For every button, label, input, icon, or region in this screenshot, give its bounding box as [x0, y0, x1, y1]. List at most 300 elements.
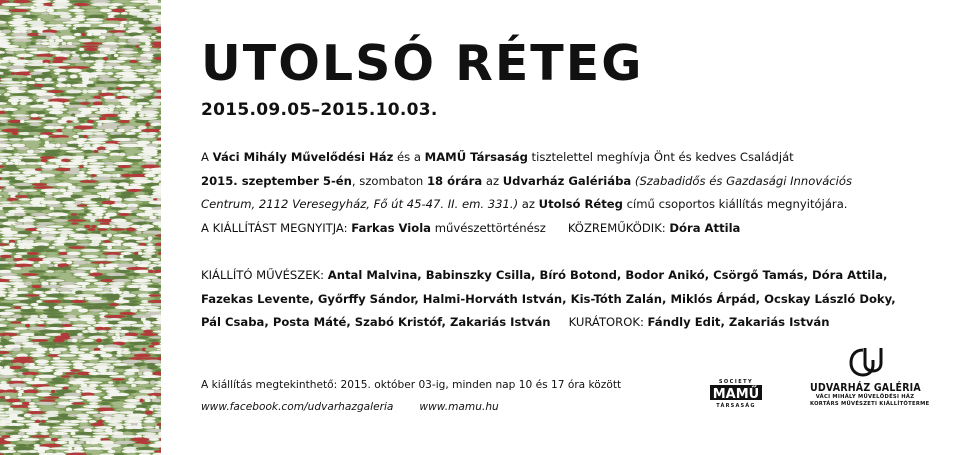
artwork-ripple: [99, 117, 106, 120]
artwork-ripple: [0, 273, 18, 276]
artwork-ripple: [107, 450, 116, 453]
artwork-ripple: [107, 393, 129, 397]
artwork-ripple: [59, 189, 66, 193]
artwork-ripple: [9, 174, 31, 176]
artwork-ripple: [0, 240, 1, 244]
artwork-ripple: [86, 171, 103, 175]
artwork-ripple: [63, 153, 73, 156]
artwork-ripple: [8, 291, 28, 294]
artwork-ripple: [77, 297, 84, 300]
artwork-ripple: [1, 30, 11, 34]
artwork-ripple: [0, 74, 5, 78]
artwork-ripple: [125, 426, 144, 430]
artwork-ripple: [4, 426, 22, 429]
artwork-ripple: [159, 420, 161, 423]
artwork-ripple: [95, 111, 116, 114]
artwork-ripple: [80, 276, 96, 279]
artwork-ripple: [91, 3, 112, 7]
artwork-ripple: [54, 270, 63, 273]
artwork-ripple: [112, 240, 123, 243]
artwork-ripple: [87, 177, 91, 180]
facebook-link[interactable]: www.facebook.com/udvarhazgaleria: [201, 401, 394, 413]
artwork-ripple: [57, 78, 67, 81]
artwork-ripple: [109, 369, 114, 372]
artwork-ripple: [20, 120, 25, 124]
artwork-ripple: [160, 144, 161, 147]
artwork-ripple: [73, 120, 79, 123]
artwork-ripple: [61, 375, 71, 377]
artwork-ripple: [98, 78, 117, 82]
exhibition-name: Utolsó Réteg: [538, 197, 623, 211]
artwork-ripple: [130, 308, 137, 312]
artwork-ripple: [27, 276, 40, 279]
artwork-ripple: [160, 132, 161, 135]
artwork-ripple: [83, 135, 88, 139]
artwork-ripple: [11, 351, 30, 354]
artwork-ripple: [110, 438, 116, 442]
artwork-ripple: [84, 150, 93, 154]
artwork-ripple: [52, 105, 64, 109]
artwork-ripple: [53, 57, 68, 61]
artwork-ripple: [149, 336, 161, 338]
artwork-ripple: [152, 371, 161, 375]
artwork-ripple: [38, 429, 48, 432]
artwork-ripple: [105, 102, 122, 105]
artwork-ripple: [55, 330, 62, 333]
artwork-ripple: [22, 126, 39, 129]
artwork-ripple: [8, 282, 26, 285]
artwork-ripple: [84, 12, 103, 15]
artwork-ripple: [148, 236, 153, 240]
artwork-ripple: [62, 351, 70, 354]
artwork-ripple: [137, 48, 142, 52]
artwork-ripple: [73, 237, 88, 239]
artwork-ripple: [143, 372, 153, 376]
artwork-ripple: [26, 381, 48, 385]
artwork-ripple: [29, 270, 46, 273]
artwork-ripple: [39, 330, 57, 334]
artwork-ripple: [111, 177, 126, 179]
artwork-ripple: [60, 35, 75, 39]
artwork-ripple: [134, 78, 143, 81]
artwork-ripple: [2, 168, 21, 171]
artwork-ripple: [0, 450, 16, 453]
artwork-ripple: [11, 201, 18, 205]
contributor-label: KÖZREMŰKÖDIK:: [567, 220, 670, 235]
artwork-ripple: [93, 101, 103, 105]
artwork-ripple: [100, 402, 110, 405]
artwork-ripple: [69, 177, 88, 180]
artwork-ripple: [25, 324, 30, 328]
artwork-ripple: [158, 288, 161, 291]
artwork-ripple: [107, 117, 121, 120]
artwork-ripple: [86, 246, 102, 249]
artwork-ripple: [114, 15, 134, 19]
artwork-ripple: [40, 180, 60, 183]
artwork-ripple: [60, 234, 68, 238]
artwork-ripple: [36, 42, 42, 45]
artwork-ripple: [11, 270, 32, 274]
artwork-ripple: [131, 366, 138, 368]
artists-names: Antal Malvina, Babinszky Csilla, Bíró Botond, Bodor Anikó, Csörgő Tamás, Dóra Attila,: [327, 268, 888, 282]
artwork-ripple: [158, 159, 161, 163]
artwork-ripple: [71, 222, 78, 225]
artwork-ripple: [0, 201, 12, 203]
artwork-ripple: [152, 387, 161, 390]
curators-label: KURÁTOROK:: [568, 315, 648, 329]
artwork-ripple: [120, 90, 133, 94]
artwork-ripple: [131, 438, 150, 442]
artwork-ripple: [30, 114, 38, 118]
artwork-ripple: [74, 6, 80, 8]
artwork-ripple: [101, 168, 116, 172]
artwork-ripple: [33, 69, 50, 72]
artwork-ripple: [154, 213, 161, 216]
artwork-ripple: [138, 110, 159, 114]
artwork-ripple: [8, 261, 17, 264]
mamu-tarsasag-text: TÁRSASÁG: [716, 403, 756, 409]
artwork-ripple: [50, 288, 56, 291]
artwork-ripple: [77, 183, 97, 186]
artists-names: Fazekas Levente, Győrffy Sándor, Halmi-Horváth István, Kis-Tóth Zalán, Miklós Árpád, Ocskay László Doky,: [201, 291, 896, 306]
artwork-ripple: [13, 297, 29, 300]
artwork-ripple: [96, 69, 103, 72]
artists-list: [201, 264, 941, 335]
artwork-ripple: [73, 126, 93, 130]
artwork-ripple: [104, 428, 112, 432]
artwork-ripple: [86, 261, 91, 264]
artwork-ripple: [6, 51, 15, 54]
artwork-ripple: [137, 336, 148, 339]
website-link[interactable]: www.mamu.hu: [419, 401, 499, 413]
artwork-ripple: [0, 99, 9, 102]
artwork-ripple: [100, 6, 107, 9]
artwork-ripple: [136, 117, 158, 120]
artwork-ripple: [44, 78, 52, 82]
artwork-ripple: [158, 417, 161, 420]
artwork-ripple: [73, 363, 84, 367]
artwork-ripple: [19, 330, 35, 333]
artwork-ripple: [64, 393, 83, 397]
artwork-ripple: [41, 420, 46, 423]
artwork-ripple: [69, 399, 83, 402]
artwork-ripple: [85, 153, 106, 156]
artwork-ripple: [50, 360, 69, 363]
artwork-ripple: [157, 357, 161, 361]
artwork-ripple: [151, 342, 160, 345]
artwork-ripple: [0, 414, 10, 417]
artwork-ripple: [0, 276, 21, 280]
artwork-ripple: [89, 359, 99, 363]
artwork-ripple: [0, 138, 9, 141]
artwork-ripple: [52, 60, 63, 64]
artwork-ripple: [14, 327, 28, 330]
contributor-name: Dóra Attila: [669, 220, 741, 235]
artwork-ripple: [138, 162, 146, 166]
artwork-ripple: [106, 72, 113, 75]
artwork-ripple: [109, 6, 118, 9]
artwork-ripple: [36, 321, 44, 324]
artwork-ripple: [48, 42, 59, 46]
artwork-ripple: [139, 375, 161, 378]
artwork-ripple: [123, 372, 135, 376]
artwork-ripple: [78, 213, 87, 216]
artwork-ripple: [86, 213, 92, 216]
artwork-ripple: [55, 246, 68, 250]
artwork-ripple: [125, 149, 143, 153]
artwork-ripple: [33, 186, 53, 189]
artwork-ripple: [111, 180, 131, 183]
artwork-ripple: [78, 353, 94, 357]
cohost-name: MAMŰ Társaság: [424, 150, 528, 164]
artwork-ripple: [92, 261, 112, 263]
artwork-ripple: [30, 9, 47, 13]
artwork-ripple: [9, 242, 15, 246]
artwork-ripple: [24, 282, 32, 286]
artwork-ripple: [107, 246, 112, 249]
artwork-ripple: [54, 222, 68, 225]
artwork-ripple: [12, 78, 19, 81]
artwork-ripple: [137, 135, 155, 139]
artwork-ripple: [98, 330, 107, 333]
intro-line-2: [201, 170, 941, 194]
artwork-ripple: [104, 231, 117, 234]
artwork-ripple: [20, 192, 27, 195]
artwork-ripple: [0, 237, 21, 239]
artwork-ripple: [144, 417, 156, 420]
artwork-ripple: [157, 255, 161, 259]
artwork-ripple: [2, 240, 10, 243]
artwork-ripple: [104, 162, 114, 166]
artwork-ripple: [4, 93, 11, 97]
artwork-ripple: [31, 231, 39, 234]
artwork-ripple: [0, 132, 8, 134]
artwork-ripple: [22, 255, 38, 258]
artwork-ripple: [32, 285, 42, 289]
artwork-ripple: [52, 219, 68, 222]
artwork-ripple: [103, 339, 111, 342]
artwork-ripple: [130, 348, 140, 351]
artwork-ripple: [0, 306, 11, 309]
artwork-ripple: [79, 264, 98, 267]
artwork-ripple: [81, 255, 98, 258]
artwork-ripple: [94, 150, 98, 153]
artwork-ripple: [32, 282, 41, 285]
host-name: Váci Mihály Művelődési Ház: [212, 150, 394, 164]
artwork-ripple: [47, 423, 57, 426]
artwork-ripple: [6, 84, 27, 86]
artwork-ripple: [3, 354, 13, 357]
artwork-ripple: [58, 231, 74, 235]
artwork-ripple: [13, 234, 29, 237]
artwork-ripple: [94, 186, 107, 189]
intro-line-1: [201, 146, 941, 170]
artwork-ripple: [120, 312, 136, 315]
artwork-ripple: [153, 83, 161, 87]
artwork-ripple: [120, 111, 126, 114]
artwork-ripple: [132, 24, 144, 27]
artwork-ripple: [132, 165, 141, 167]
artwork-ripple: [59, 282, 77, 285]
artwork-ripple: [0, 345, 3, 348]
artwork-ripple: [84, 21, 105, 24]
artwork-ripple: [12, 93, 34, 96]
artwork-ripple: [104, 195, 110, 198]
artwork-ripple: [103, 66, 113, 69]
artwork-ripple: [62, 324, 73, 327]
artwork-ripple: [0, 6, 10, 10]
artwork-ripple: [119, 153, 126, 157]
artwork-ripple: [88, 14, 105, 18]
invitation-text: [201, 146, 941, 240]
artwork-ripple: [47, 212, 68, 216]
artwork-ripple: [83, 129, 104, 131]
opener-label: A KIÁLLÍTÁST MEGNYITJA:: [201, 220, 352, 235]
artwork-ripple: [51, 378, 65, 381]
artwork-ripple: [75, 327, 85, 329]
artwork-ripple: [41, 285, 62, 289]
artwork-ripple: [71, 213, 78, 216]
artwork-ripple: [40, 297, 58, 300]
artwork-ripple: [3, 72, 11, 76]
artwork-ripple: [8, 75, 28, 78]
artwork-ripple: [103, 249, 124, 251]
artwork-ripple: [44, 138, 54, 141]
artwork-ripple: [73, 375, 79, 378]
artwork-ripple: [58, 275, 76, 279]
artwork-ripple: [130, 138, 138, 141]
artwork-ripple: [48, 293, 65, 297]
artwork-ripple: [43, 63, 49, 67]
artwork-ripple: [27, 411, 45, 414]
artwork-ripple: [140, 399, 144, 403]
artwork-ripple: [45, 120, 54, 124]
artwork-ripple: [137, 384, 155, 387]
artwork-ripple: [65, 240, 77, 243]
artwork-ripple: [125, 435, 137, 438]
artwork-ripple: [7, 198, 18, 202]
artwork-ripple: [13, 303, 29, 306]
artwork-ripple: [118, 447, 123, 450]
artwork-ripple: [4, 344, 22, 348]
artwork-ripple: [68, 318, 80, 322]
artwork-ripple: [109, 3, 124, 6]
artwork-ripple: [111, 327, 115, 330]
artwork-ripple: [69, 66, 89, 69]
artwork-ripple: [108, 108, 114, 111]
artwork-ripple: [111, 126, 118, 130]
artwork-ripple: [139, 21, 151, 25]
venue-name: Udvarház Galériába: [502, 173, 632, 188]
artwork-ripple: [76, 174, 87, 177]
artwork-ripple: [105, 165, 118, 167]
artwork-ripple: [149, 126, 153, 129]
artwork-ripple: [137, 264, 150, 267]
artwork-ripple: [46, 270, 55, 273]
artwork-ripple: [27, 177, 45, 181]
artwork-ripple: [12, 288, 18, 291]
artwork-ripple: [106, 255, 118, 259]
artwork-ripple: [52, 3, 72, 7]
artwork-ripple: [82, 369, 96, 372]
artwork-ripple: [14, 255, 22, 258]
intro-line-3: [201, 193, 941, 217]
artwork-ripple: [7, 135, 21, 138]
udvarhaz-name: UDVARHÁZ GALÉRIA: [810, 382, 921, 394]
artwork-ripple: [114, 54, 118, 57]
artwork-ripple: [70, 369, 80, 371]
artwork-ripple: [156, 324, 161, 327]
artwork-ripple: [107, 87, 114, 90]
artwork-ripple: [63, 21, 80, 24]
artwork-ripple: [138, 125, 147, 129]
artwork-ripple: [152, 414, 161, 417]
artwork-ripple: [26, 207, 47, 211]
artwork-ripple: [87, 156, 108, 159]
artwork-ripple: [157, 396, 161, 398]
artwork-ripple: [23, 393, 37, 396]
artwork-ripple: [34, 135, 39, 138]
artwork-ripple: [0, 318, 6, 321]
artwork-ripple: [148, 153, 158, 157]
artwork-ripple: [6, 216, 20, 219]
artwork-ripple: [91, 423, 104, 427]
artwork-ripple: [139, 39, 152, 43]
artwork-ripple: [112, 378, 125, 381]
artwork-ripple: [71, 339, 78, 342]
artwork-ripple: [39, 405, 57, 408]
artwork-ripple: [135, 276, 144, 279]
artwork-ripple: [97, 228, 107, 230]
artwork-ripple: [70, 267, 76, 270]
artwork-ripple: [98, 216, 103, 219]
artwork-ripple: [76, 96, 92, 100]
artwork-ripple: [95, 417, 100, 420]
artwork-ripple: [36, 347, 48, 351]
artwork-ripple: [71, 402, 85, 405]
artwork-ripple: [134, 89, 153, 93]
artwork-ripple: [110, 57, 117, 60]
artwork-ripple: [104, 150, 110, 153]
artwork-ripple: [34, 216, 52, 219]
artwork-ripple: [94, 213, 103, 217]
artwork-ripple: [49, 276, 56, 279]
artwork-ripple: [33, 306, 50, 309]
artwork-ripple: [59, 396, 81, 399]
artwork-ripple: [0, 444, 4, 447]
artwork-ripple: [151, 60, 161, 63]
artwork-ripple: [74, 99, 86, 101]
artwork-ripple: [97, 369, 107, 373]
artwork-ripple: [0, 81, 21, 84]
artwork-ripple: [58, 252, 67, 255]
artwork-ripple: [116, 354, 123, 357]
artwork-ripple: [17, 396, 38, 399]
artwork-ripple: [119, 24, 124, 28]
artwork-ripple: [80, 36, 95, 39]
artwork-ripple: [83, 444, 93, 447]
artwork-ripple: [0, 291, 8, 294]
artwork-ripple: [145, 123, 150, 127]
artwork-ripple: [125, 438, 130, 442]
artwork-ripple: [81, 168, 86, 171]
artwork-ripple: [53, 138, 74, 142]
artwork-ripple: [109, 134, 128, 138]
udvarhaz-logo: [810, 346, 930, 408]
artwork-ripple: [58, 75, 68, 78]
artwork-ripple: [88, 300, 108, 303]
artwork-ripple: [81, 395, 100, 399]
